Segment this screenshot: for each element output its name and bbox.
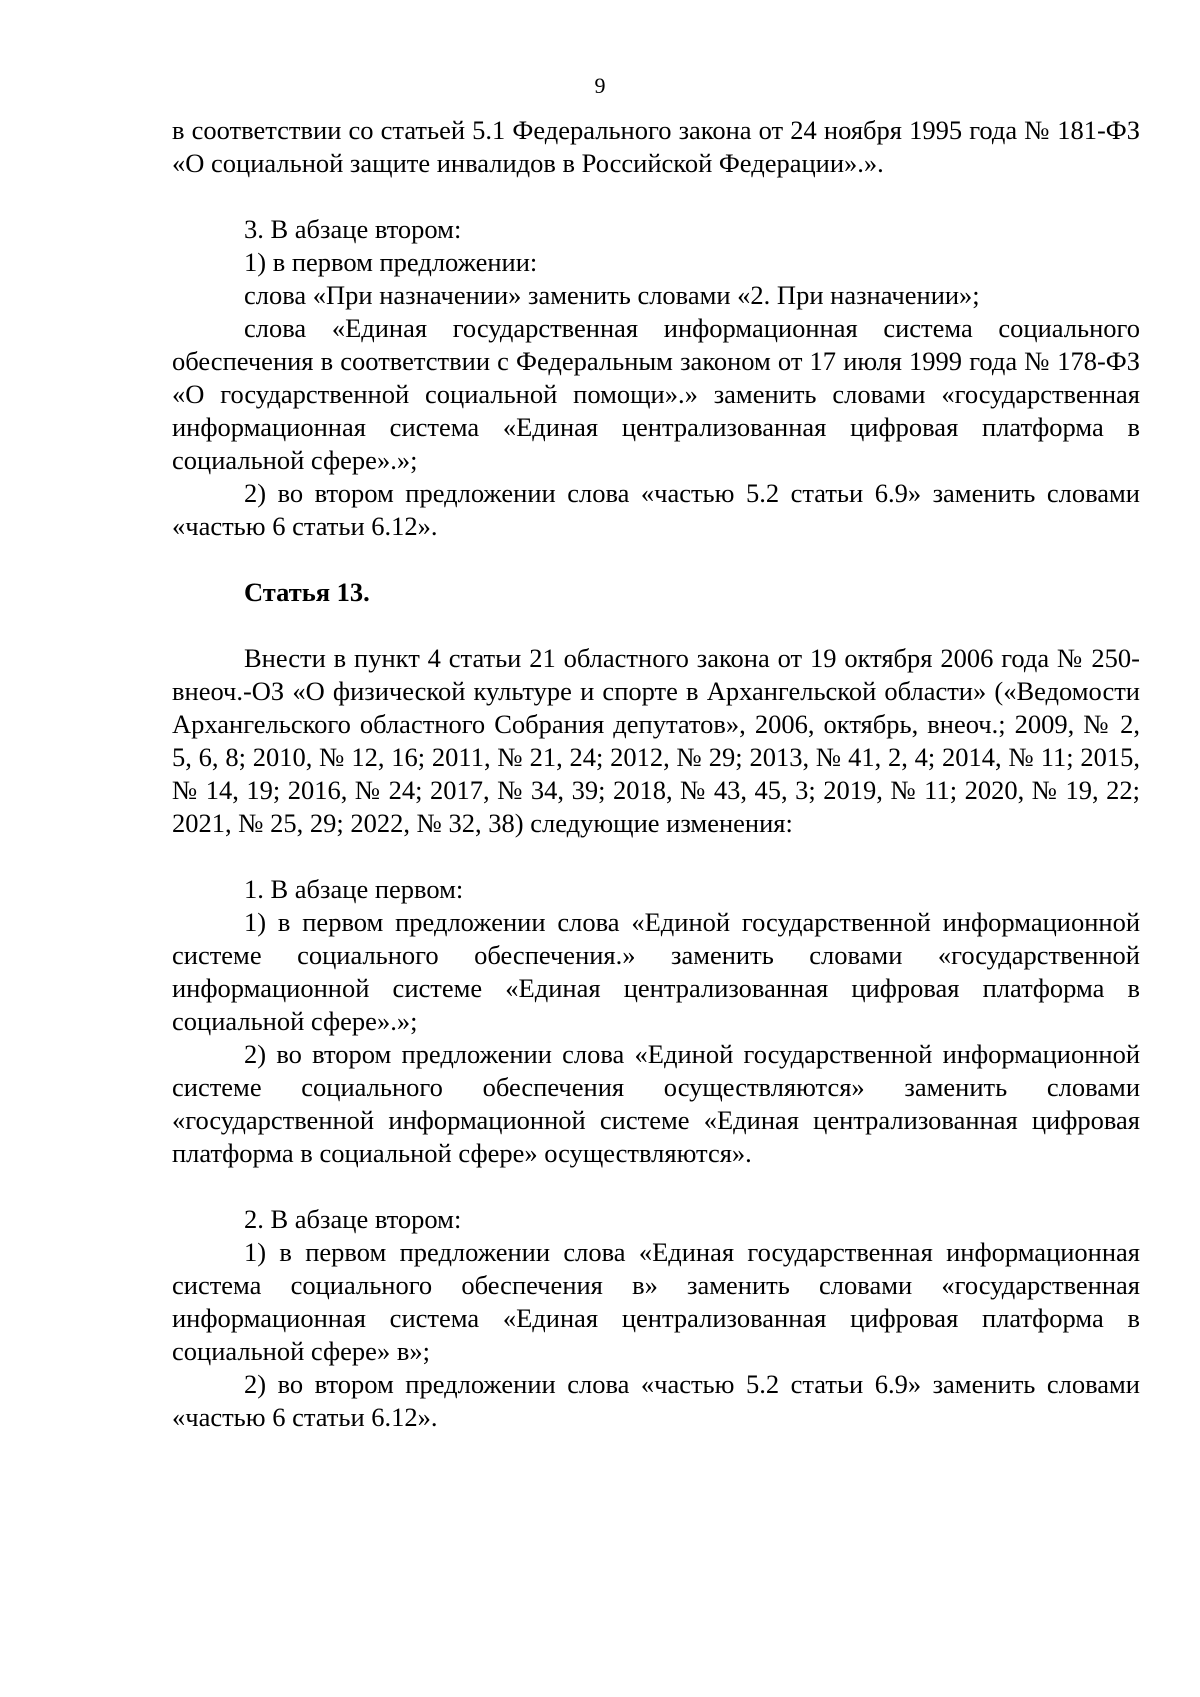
item-1-heading: 1. В абзаце первом: (244, 874, 464, 904)
item-1-subitem-1: 1) в первом предложении слова «Единой государственной информационной системе социального обеспечения.» заменить словами «государственной информационной системе «Единая централизованная цифровая платформа в социальной сфере».»; (172, 907, 1140, 1036)
article-13-heading: Статья 13. (244, 577, 370, 607)
words-replacement-2: слова «Единая государственная информационная система социального обеспечения в соответствии с Федеральным законом от 17 июля 1999 года № 178-ФЗ «О государственной социальной помощи».» заменить словами «государственная информационная система «Единая централизованная цифровая платформа в социальной сфере».»; (172, 313, 1140, 475)
article-13-intro: Внести в пункт 4 статьи 21 областного закона от 19 октября 2006 года № 250-внеоч.-ОЗ «О физической культуре и спорте в Архангельской области» («Ведомости Архангельского областного Собрания депутатов», 2006, октябрь, внеоч.; 2009, № 2, 5, 6, 8; 2010, № 12, 16; 2011, № 21, 24; 2012, № 29; 2013, № 41, 2, 4; 2014, № 11; 2015, № 14, 19; 2016, № 24; 2017, № 34, 39; 2018, № 43, 45, 3; 2019, № 11; 2020, № 19, 22; 2021, № 25, 29; 2022, № 32, 38) следующие изменения: (172, 643, 1140, 838)
paragraph-continuation: в соответствии со статьей 5.1 Федерального закона от 24 ноября 1995 года № 181-ФЗ «О социальной защите инвалидов в Российской Федерации».». (172, 115, 1140, 178)
page-number: 9 (594, 73, 606, 98)
document-body (172, 114, 1140, 1434)
item-2-heading: 2. В абзаце втором: (244, 1204, 462, 1234)
item-2-subitem-1: 1) в первом предложении слова «Единая государственная информационная система социального обеспечения в» заменить словами «государственная информационная система «Единая централизованная цифровая платформа в социальной сфере» в»; (172, 1237, 1140, 1366)
item-2-subitem-2: 2) во втором предложении слова «частью 5.2 статьи 6.9» заменить словами «частью 6 статьи 6.12». (172, 1369, 1140, 1432)
item-1-subitem-2: 2) во втором предложении слова «Единой государственной информационной системе социального обеспечения осуществляются» заменить словами «государственной информационной системе «Единая централизованная цифровая платформа в социальной сфере» осуществляются». (172, 1039, 1140, 1168)
subitem-1: 1) в первом предложении: (244, 247, 538, 277)
words-replacement-1: слова «При назначении» заменить словами «2. При назначении»; (244, 280, 980, 310)
subitem-2: 2) во втором предложении слова «частью 5.2 статьи 6.9» заменить словами «частью 6 статьи 6.12». (172, 478, 1140, 541)
item-3-heading: 3. В абзаце втором: (244, 214, 462, 244)
